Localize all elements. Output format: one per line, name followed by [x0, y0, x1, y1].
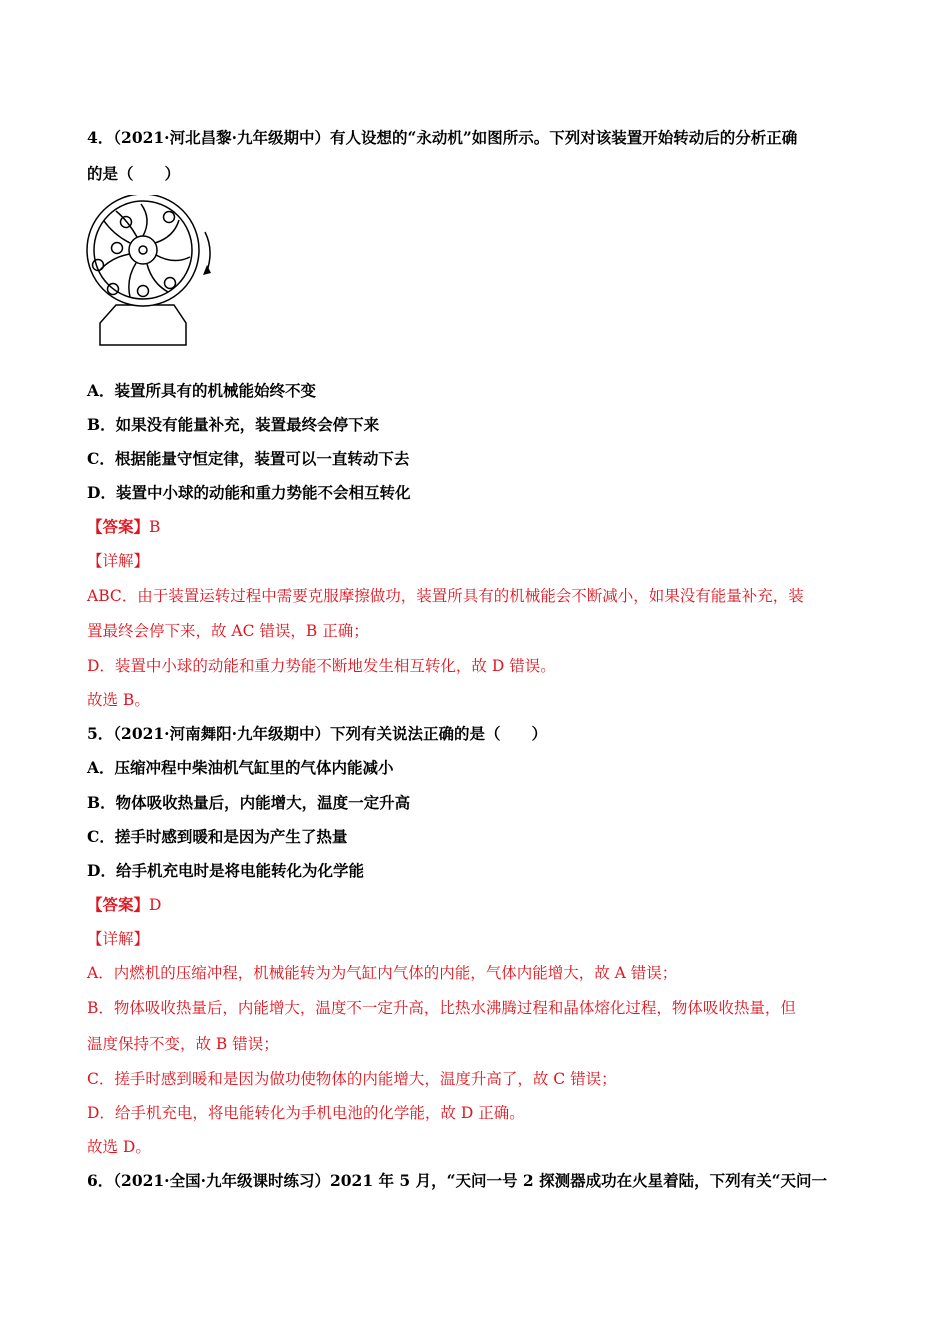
q4-conclusion: 故选 B。	[87, 691, 150, 709]
answer-label: 【答案】	[87, 895, 150, 914]
q5-conclusion: 故选 D。	[87, 1138, 151, 1156]
q5-option-a: A．压缩冲程中柴油机气缸里的气体内能减小	[87, 758, 394, 777]
q5-explanation-line3: 温度保持不变，故 B 错误；	[87, 1035, 279, 1053]
q4-detail-label: 【详解】	[87, 552, 150, 570]
q5-explanation-line5: D．给手机充电，将电能转化为手机电池的化学能，故 D 正确。	[87, 1104, 525, 1122]
q5-option-c: C．搓手时感到暖和是因为产生了热量	[87, 827, 348, 846]
q5-explanation-line2: B．物体吸收热量后，内能增大，温度不一定升高，比热水沸腾过程和晶体熔化过程，物体吸收热量，但	[87, 999, 796, 1017]
q5-explanation-line4: C．搓手时感到暖和是因为做功使物体的内能增大，温度升高了，故 C 错误；	[87, 1070, 617, 1088]
q4-explanation-line1: ABC．由于装置运转过程中需要克服摩擦做功，装置所具有的机械能会不断减小，如果没有能量补充，装	[87, 587, 804, 605]
q6-stem-line1: 6．（2021·全国·九年级课时练习）2021 年 5 月，“天问一号 2 探测器成功在火星着陆，下列有关“天问一	[87, 1171, 827, 1190]
q4-explanation-line2: 置最终会停下来，故 AC 错误，B 正确；	[87, 622, 369, 640]
q4-option-a: A．装置所具有的机械能始终不变	[87, 381, 317, 400]
q5-option-d: D．给手机充电时是将电能转化为化学能	[87, 861, 364, 880]
q4-explanation-line3: D．装置中小球的动能和重力势能不断地发生相互转化，故 D 错误。	[87, 657, 556, 675]
perpetual-motion-wheel-icon	[86, 195, 228, 347]
answer-value: B	[149, 518, 161, 536]
q5-option-b: B．物体吸收热量后，内能增大，温度一定升高	[87, 793, 411, 812]
q4-stem-line1: 4．（2021·河北昌黎·九年级期中）有人设想的“永动机”如图所示。下列对该装置开始转动后的分析正确	[87, 128, 798, 147]
q4-option-c: C．根据能量守恒定律，装置可以一直转动下去	[87, 449, 410, 468]
q5-explanation-line1: A．内燃机的压缩冲程，机械能转为为气缸内气体的内能，气体内能增大，故 A 错误；	[87, 964, 678, 982]
q5-stem: 5．（2021·河南舞阳·九年级期中）下列有关说法正确的是（ ）	[87, 724, 547, 743]
q5-detail-label: 【详解】	[87, 930, 150, 948]
answer-value: D	[149, 896, 162, 914]
q5-answer	[87, 895, 161, 915]
answer-label: 【答案】	[87, 517, 150, 536]
q4-option-d: D．装置中小球的动能和重力势能不会相互转化	[87, 483, 411, 502]
q4-option-b: B．如果没有能量补充，装置最终会停下来	[87, 415, 380, 434]
q4-answer	[87, 517, 160, 537]
q4-stem-line2: 的是（ ）	[87, 164, 181, 183]
